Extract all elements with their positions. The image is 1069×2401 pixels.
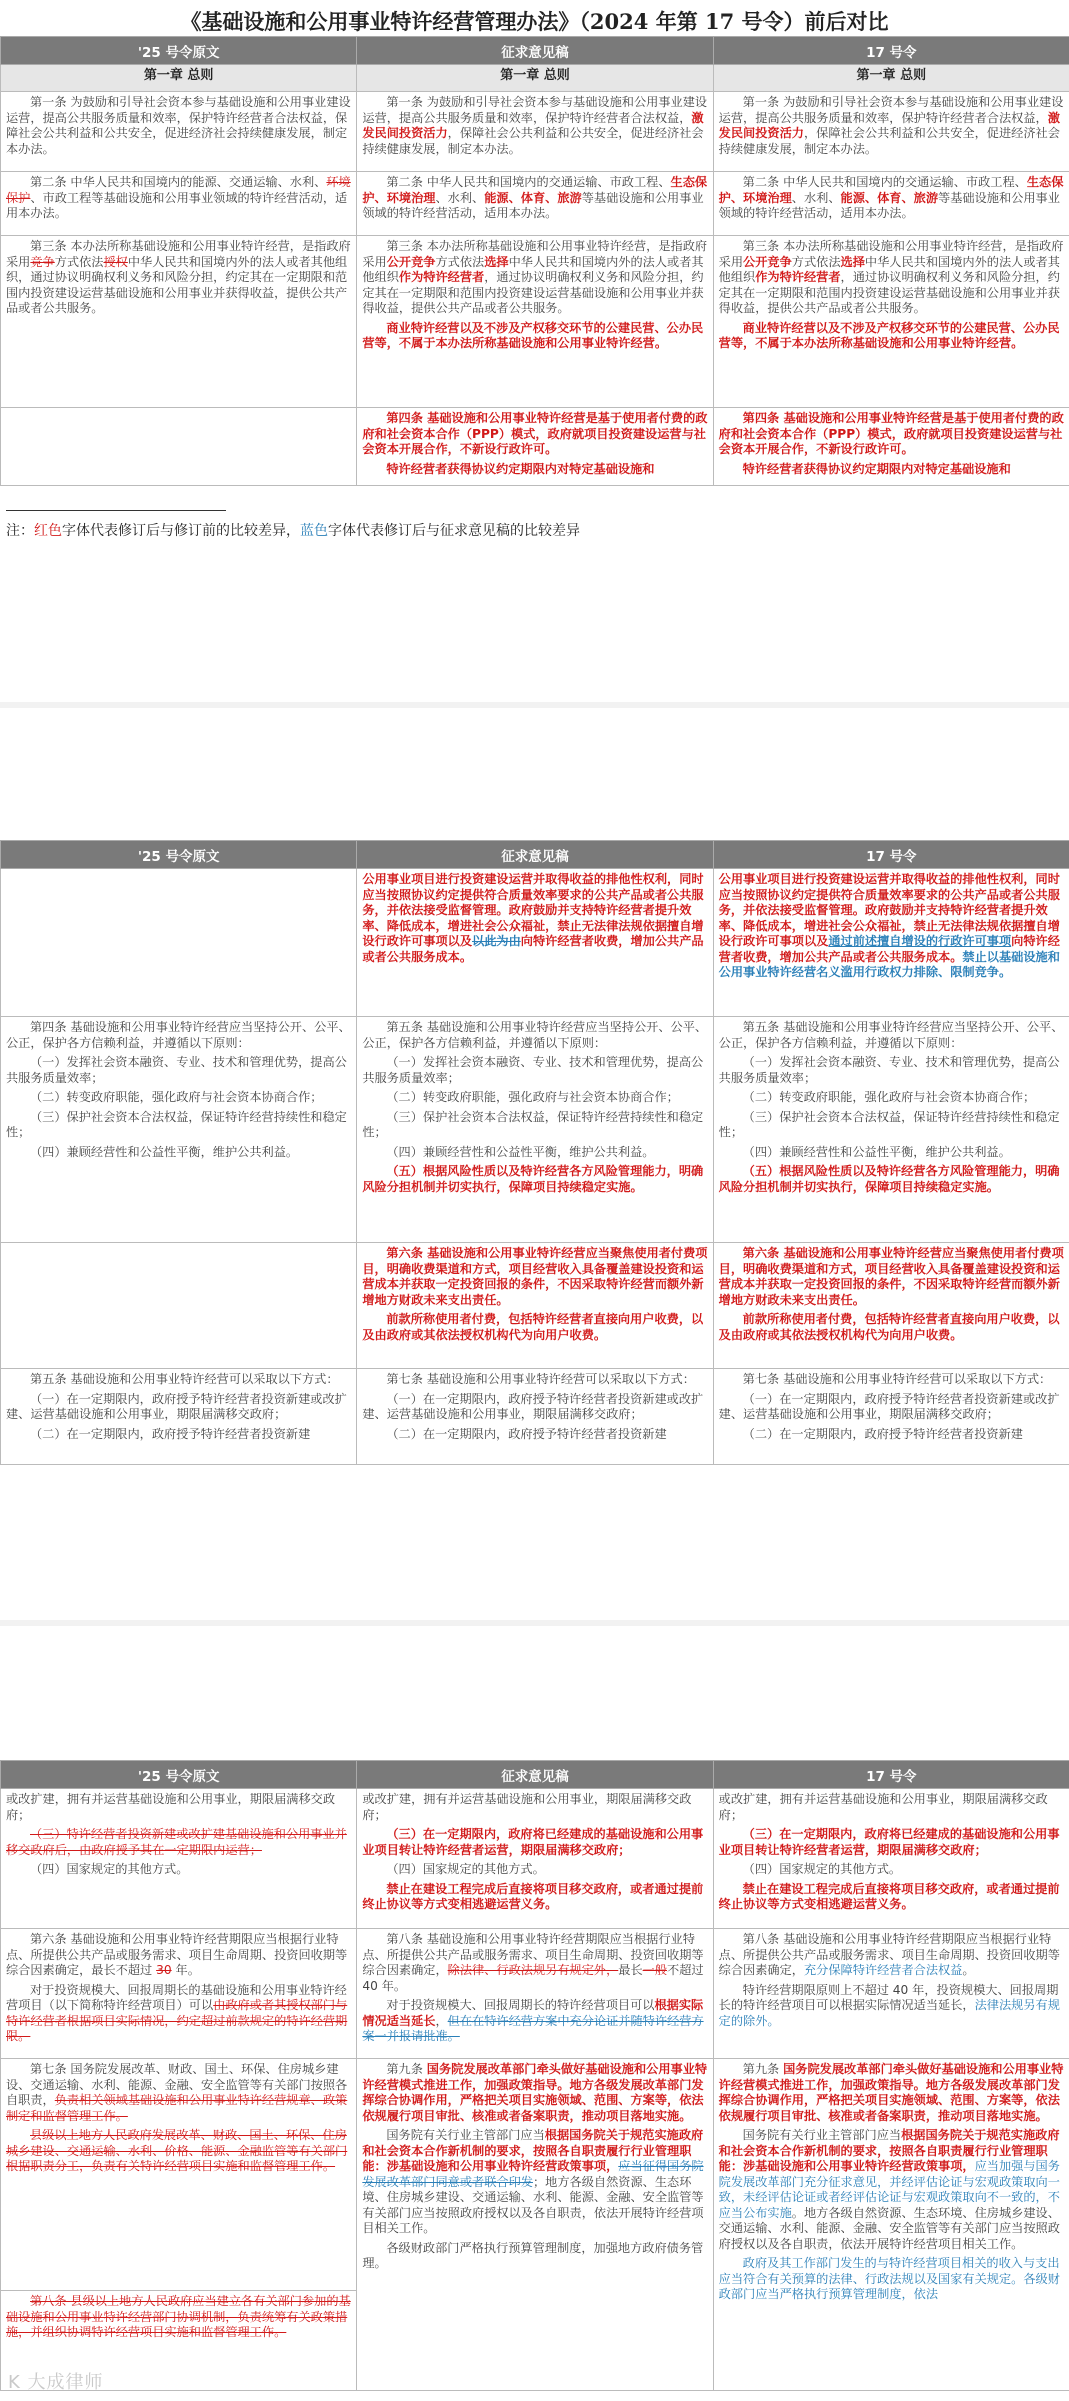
article-text: 第六条 基础设施和公用事业特许经营应当聚焦使用者付费项目，明确收费渠道和方式，项目经营收入具备覆盖建设投资和运营成本并获取一定投资回报的条件，不因采取特许经营而额外新增地方财政未来支出责任。 — [362, 1246, 708, 1307]
list-item: （四）兼顾经营性和公益性平衡，维护公共利益。 — [386, 1144, 655, 1159]
comparison-table-1 — [0, 36, 1069, 486]
chapter-title: 第一章 总则 — [713, 65, 1069, 92]
col-header-original: '25 号令原文 — [1, 37, 357, 65]
article-text: 对于投资规模大、回报周期长的基础设施和公用事业特许经营项目（以下简称特许经营项目）可以由政府或者其授权部门与特许经营者根据项目实际情况，约定超过前款规定的特许经营期限。 — [6, 1982, 348, 2043]
list-item: （四）国家规定的其他方式。 — [30, 1862, 189, 1876]
list-item: （三）保护社会资本合法权益，保证特许经营持续性和稳定性； — [6, 1109, 347, 1139]
cell-order17 — [713, 1369, 1069, 1465]
list-item: （三）保护社会资本合法权益，保证特许经营持续性和稳定性； — [362, 1109, 704, 1139]
article-text: 或改扩建，拥有并运营基础设施和公用事业，期限届满移交政府； — [6, 1792, 336, 1822]
article-text: 公用事业项目进行投资建设运营并取得收益的排他性权利，同时应当按照协议约定提供符合质量效率要求的公共产品或者公共服务，并依法接受监督管理。政府鼓励并支持特许经营者提升效率、降低成本，增进社会公众福祉，禁止无法律法规依据擅自增设行政许可事项以及以此为由向特许经营者收费，增加公共产品或者公共服务成本。 — [362, 872, 704, 964]
list-item: （一）在一定期限内，政府授予特许经营者投资新建或改扩建、运营基础设施和公用事业，期限届满移交政府； — [362, 1391, 704, 1421]
article-text: 第八条 基础设施和公用事业特许经营期限应当根据行业特点、所提供公共产品或服务需求、项目生命周期、投资回收期等综合因素确定，充分保障特许经营者合法权益。 — [718, 1932, 1060, 1977]
list-item: （一）发挥社会资本融资、专业、技术和管理优势，提高公共服务质量效率； — [362, 1055, 704, 1085]
article-text: 第九条 国务院发展改革部门牵头做好基础设施和公用事业特许经营模式推进工作，加强政策指导。地方各级发展改革部门发挥综合协调作用，严格把关项目实施领域、范围、方案等，依法依规履行项目审批、核准或者备案职责，推动项目落地实施。 — [718, 2062, 1064, 2123]
col-header-draft: 征求意见稿 — [357, 37, 713, 65]
list-item: （二）转变政府职能，强化政府与社会资本协商合作； — [742, 1090, 1036, 1104]
cell-order17 — [713, 1017, 1069, 1243]
cell-draft — [357, 1929, 713, 2059]
article-text: 第九条 国务院发展改革部门牵头做好基础设施和公用事业特许经营模式推进工作，加强政策指导。地方各级发展改革部门发挥综合协调作用，严格把关项目实施领域、范围、方案等，依法依规履行项目审批、核准或者备案职责，推动项目落地实施。 — [362, 2062, 708, 2123]
table-row — [1, 1929, 1069, 2059]
article-text: 前款所称使用者付费，包括特许经营者直接向用户收费，以及由政府或其依法授权机构代为向用户收费。 — [362, 1312, 704, 1342]
list-item: （三）特许经营者投资新建或改扩建基础设施和公用事业并移交政府后，由政府授予其在一定期限内运营； — [6, 1827, 347, 1857]
table-row — [1, 92, 1069, 172]
article-text: 对于投资规模大、回报周期长的特许经营项目可以根据实际情况适当延长，但在在特许经营方案中充分论证并随特许经营方案一并报请批准。 — [362, 1998, 704, 2043]
cell-order17 — [713, 408, 1069, 486]
table-row — [1, 1369, 1069, 1465]
cell-draft — [357, 236, 713, 408]
list-item: （四）兼顾经营性和公益性平衡，维护公共利益。 — [742, 1144, 1011, 1159]
article-text: 第二条 中华人民共和国境内的交通运输、市政工程、生态保护、环境治理、水利、能源、体育、旅游等基础设施和公用事业领域的特许经营活动，适用本办法。 — [362, 175, 708, 220]
col-header-draft: 征求意见稿 — [357, 841, 713, 869]
article-text: 第七条 国务院发展改革、财政、国土、环保、住房城乡建设、交通运输、水利、能源、金融、安全监管等有关部门按照各自职责，负责相关领域基础设施和公用事业特许经营规章、政策制定和监督管理工作。 — [6, 2062, 348, 2123]
article-text: 政府及其工作部门发生的与特许经营项目相关的收入与支出应当符合有关预算的法律、行政法规以及国家有关规定。各级财政部门应当严格执行预算管理制度，依法 — [718, 2256, 1060, 2301]
article-text: 国务院有关行业主管部门应当根据国务院关于规范实施政府和社会资本合作新机制的要求，按照各自职责履行行业管理职能：涉基础设施和公用事业特许经营政策事项，应当征得国务院发展改革部门同意或者联合印发；地方各级自然资源、生态环境、住房城乡建设、交通运输、水利、能源、金融、安全监管等有关部门应当按照政府授权以及各自职责，依法开展特许经营项目相关工作。 — [362, 2128, 704, 2235]
cell-original — [1, 2059, 357, 2291]
article-text: 第三条 本办法所称基础设施和公用事业特许经营，是指政府采用竞争方式依法授权中华人民共和国境内外的法人或者其他组织，通过协议明确权利义务和风险分担，约定其在一定期限和范围内投资建设运营基础设施和公用事业并获得收益，提供公共产品或者公共服务。 — [6, 239, 351, 315]
article-text: 或改扩建，拥有并运营基础设施和公用事业，期限届满移交政府； — [362, 1792, 692, 1822]
cell-order17 — [713, 92, 1069, 172]
cell-draft — [357, 408, 713, 486]
chapter-title: 第一章 总则 — [1, 65, 357, 92]
list-item: （一）在一定期限内，政府授予特许经营者投资新建或改扩建、运营基础设施和公用事业，期限届满移交政府； — [718, 1391, 1060, 1421]
article-text: 第八条 县级以上地方人民政府应当建立各有关部门参加的基础设施和公用事业特许经营部门协调机制，负责统筹有关政策措施，并组织协调特许经营项目实施和监督管理工作。 — [6, 2294, 351, 2339]
cell-draft — [357, 2059, 713, 2391]
cell-order17 — [713, 172, 1069, 236]
page-1 — [0, 0, 1069, 610]
cell-original — [1, 236, 357, 408]
article-text: 第二条 中华人民共和国境内的交通运输、市政工程、生态保护、环境治理、水利、能源、体育、旅游等基础设施和公用事业领域的特许经营活动，适用本办法。 — [718, 175, 1064, 220]
table-row — [1, 408, 1069, 486]
article-text: 第五条 基础设施和公用事业特许经营可以采取以下方式： — [30, 1372, 339, 1386]
cell-original — [1, 1789, 357, 1929]
list-item: （四）兼顾经营性和公益性平衡，维护公共利益。 — [30, 1144, 299, 1159]
cell-draft — [357, 1789, 713, 1929]
list-item: （三）在一定期限内，政府将已经建成的基础设施和公用事业项目转让特许经营者运营，期限届满移交政府； — [362, 1827, 704, 1857]
table-row — [1, 236, 1069, 408]
article-text: 第八条 基础设施和公用事业特许经营期限应当根据行业特点、所提供公共产品或服务需求、项目生命周期、投资回收期等综合因素确定，除法律、行政法规另有规定外，最长一般不超过 40 年。 — [362, 1932, 704, 1993]
cell-draft — [357, 92, 713, 172]
cell-original — [1, 869, 357, 1017]
header-row — [1, 841, 1069, 869]
col-header-order17: 17 号令 — [713, 841, 1069, 869]
footnote-divider — [6, 510, 226, 511]
list-item: （一）在一定期限内，政府授予特许经营者投资新建或改扩建、运营基础设施和公用事业，期限届满移交政府； — [6, 1391, 347, 1421]
table-row — [1, 1789, 1069, 1929]
table-row — [1, 1017, 1069, 1243]
article-text: 第四条 基础设施和公用事业特许经营是基于使用者付费的政府和社会资本合作（PPP）模式，政府就项目投资建设运营与社会资本开展合作，不新设行政许可。 — [362, 411, 708, 456]
article-text: 第一条 为鼓励和引导社会资本参与基础设施和公用事业建设运营，提高公共服务质量和效率，保护特许经营者合法权益，激发民间投资活力，保障社会公共利益和公共安全，促进经济社会持续健康发展，制定本办法。 — [362, 95, 708, 156]
list-item: （五）根据风险性质以及特许经营各方风险管理能力，明确风险分担机制并切实执行，保障项目持续稳定实施。 — [718, 1164, 1060, 1194]
article-text: 前款所称使用者付费，包括特许经营者直接向用户收费，以及由政府或其依法授权机构代为向用户收费。 — [718, 1312, 1060, 1342]
article-text: 特许经营者获得协议约定期限内对特定基础设施和 — [742, 461, 1011, 476]
article-text: 第七条 基础设施和公用事业特许经营可以采取以下方式： — [742, 1372, 1052, 1386]
header-row — [1, 1761, 1069, 1789]
article-text: 禁止在建设工程完成后直接将项目移交政府，或者通过提前终止协议等方式变相逃避运营义务。 — [718, 1881, 1060, 1911]
article-text: 各级财政部门严格执行预算管理制度，加强地方政府债务管理。 — [362, 2240, 704, 2270]
cell-draft — [357, 1369, 713, 1465]
page-separator — [0, 702, 1069, 708]
footnote: 注：红色字体代表修订后与修订前的比较差异，蓝色字体代表修订后与征求意见稿的比较差异 — [6, 523, 580, 539]
cell-draft — [357, 172, 713, 236]
cell-original — [1, 408, 357, 486]
cell-original — [1, 172, 357, 236]
article-text: 第三条 本办法所称基础设施和公用事业特许经营，是指政府采用公开竞争方式依法选择中华人民共和国境内外的法人或者其他组织作为特许经营者，通过协议明确权利义务和风险分担，约定其在一定期限和范围内投资建设运营基础设施和公用事业并获得收益，提供公共产品或者公共服务。 — [362, 239, 708, 315]
article-text: 第五条 基础设施和公用事业特许经营应当坚持公开、公平、公正，保护各方信赖利益，并遵循以下原则： — [362, 1020, 708, 1050]
cell-original — [1, 1017, 357, 1243]
article-text: 或改扩建，拥有并运营基础设施和公用事业，期限届满移交政府； — [718, 1792, 1048, 1822]
article-text: 公用事业项目进行投资建设运营并取得收益的排他性权利，同时应当按照协议约定提供符合质量效率要求的公共产品或者公共服务，并依法接受监督管理。政府鼓励并支持特许经营者提升效率、降低成本，增进社会公众福祉，禁止无法律法规依据擅自增设行政许可事项以及通过前述擅自增设的行政许可事项向特许经营者收费，增加公共产品或者公共服务成本。禁止以基础设施和公用事业特许经营名义滥用行政权力排除、限制竞争。 — [718, 872, 1060, 979]
comparison-table-2 — [0, 840, 1069, 1465]
watermark-logo: K 大成律师 — [8, 2372, 104, 2393]
cell-original — [1, 1243, 357, 1369]
list-item: （四）国家规定的其他方式。 — [742, 1862, 902, 1876]
col-header-order17: 17 号令 — [713, 1761, 1069, 1789]
list-item: （四）国家规定的其他方式。 — [386, 1862, 545, 1876]
article-text: 第一条 为鼓励和引导社会资本参与基础设施和公用事业建设运营，提高公共服务质量和效率，保护特许经营者合法权益，保障社会公共利益和公共安全，促进经济社会持续健康发展，制定本办法。 — [6, 95, 351, 156]
article-text: 商业特许经营以及不涉及产权移交环节的公建民营、公办民营等，不属于本办法所称基础设施和公用事业特许经营。 — [362, 320, 704, 350]
article-text: 第七条 基础设施和公用事业特许经营可以采取以下方式： — [386, 1372, 695, 1386]
page-3 — [0, 1760, 1069, 2401]
article-text: 第五条 基础设施和公用事业特许经营应当坚持公开、公平、公正，保护各方信赖利益，并遵循以下原则： — [718, 1020, 1064, 1050]
table-row — [1, 1243, 1069, 1369]
article-text: 国务院有关行业主管部门应当根据国务院关于规范实施政府和社会资本合作新机制的要求，按照各自职责履行行业管理职能：涉基础设施和公用事业特许经营政策事项，应当加强与国务院发展改革部门充分征求意见，并经评估论证与宏观政策取向一致，未经评估论证或者经评估论证与宏观政策取向不一致的，不应当公布实施。地方各级自然资源、生态环境、住房城乡建设、交通运输、水利、能源、金融、安全监管等有关部门应当按照政府授权以及各自职责，依法开展特许经营项目相关工作。 — [718, 2128, 1060, 2251]
col-header-order17: 17 号令 — [713, 37, 1069, 65]
cell-order17 — [713, 2059, 1069, 2391]
table-row — [1, 2059, 1069, 2291]
article-text: 特许经营者获得协议约定期限内对特定基础设施和 — [386, 461, 655, 476]
chapter-row — [1, 65, 1069, 92]
list-item: （三）在一定期限内，政府将已经建成的基础设施和公用事业项目转让特许经营者运营，期限届满移交政府； — [718, 1827, 1060, 1857]
article-text: 第四条 基础设施和公用事业特许经营应当坚持公开、公平、公正，保护各方信赖利益，并遵循以下原则： — [6, 1020, 351, 1050]
table-row — [1, 172, 1069, 236]
article-text: 第六条 基础设施和公用事业特许经营应当聚焦使用者付费项目，明确收费渠道和方式，项目经营收入具备覆盖建设投资和运营成本并获取一定投资回报的条件，不因采取特许经营而额外新增地方财政未来支出责任。 — [718, 1246, 1064, 1307]
cell-draft — [357, 1017, 713, 1243]
article-text: 商业特许经营以及不涉及产权移交环节的公建民营、公办民营等，不属于本办法所称基础设施和公用事业特许经营。 — [718, 320, 1060, 350]
article-text: 县级以上地方人民政府发展改革、财政、国土、环保、住房城乡建设、交通运输、水利、价格、能源、金融监管等有关部门根据职责分工，负责有关特许经营项目实施和监督管理工作。 — [6, 2128, 348, 2173]
col-header-draft: 征求意见稿 — [357, 1761, 713, 1789]
cell-order17 — [713, 1929, 1069, 2059]
document-title: 《基础设施和公用事业特许经营管理办法》（2024 年第 17 号令）前后对比 — [180, 9, 889, 34]
cell-order17 — [713, 1243, 1069, 1369]
cell-draft — [357, 1243, 713, 1369]
table-row — [1, 869, 1069, 1017]
cell-original — [1, 1929, 357, 2059]
article-text: 第四条 基础设施和公用事业特许经营是基于使用者付费的政府和社会资本合作（PPP）模式，政府就项目投资建设运营与社会资本开展合作，不新设行政许可。 — [718, 411, 1064, 456]
cell-order17 — [713, 236, 1069, 408]
col-header-original: '25 号令原文 — [1, 1761, 357, 1789]
cell-original — [1, 92, 357, 172]
comparison-table-3 — [0, 1760, 1069, 2391]
list-item: （二）在一定期限内，政府授予特许经营者投资新建 — [742, 1426, 1023, 1441]
page-2 — [0, 840, 1069, 1490]
article-text: 第二条 中华人民共和国境内的能源、交通运输、水利、环境保护、市政工程等基础设施和公用事业领域的特许经营活动，适用本办法。 — [6, 175, 351, 220]
header-row — [1, 37, 1069, 65]
article-text: 禁止在建设工程完成后直接将项目移交政府，或者通过提前终止协议等方式变相逃避运营义务。 — [362, 1881, 704, 1911]
cell-draft — [357, 869, 713, 1017]
article-text: 第六条 基础设施和公用事业特许经营期限应当根据行业特点、所提供公共产品或服务需求、项目生命周期、投资回收期等综合因素确定，最长不超过 30 年。 — [6, 1932, 348, 1977]
page-separator — [0, 1620, 1069, 1626]
col-header-original: '25 号令原文 — [1, 841, 357, 869]
list-item: （二）在一定期限内，政府授予特许经营者投资新建 — [30, 1426, 311, 1441]
list-item: （二）转变政府职能，强化政府与社会资本协商合作； — [386, 1090, 679, 1104]
cell-original — [1, 1369, 357, 1465]
list-item: （二）转变政府职能，强化政府与社会资本协商合作； — [30, 1090, 323, 1104]
list-item: （三）保护社会资本合法权益，保证特许经营持续性和稳定性； — [718, 1109, 1060, 1139]
cell-order17 — [713, 869, 1069, 1017]
list-item: （五）根据风险性质以及特许经营各方风险管理能力，明确风险分担机制并切实执行，保障项目持续稳定实施。 — [362, 1164, 704, 1194]
article-text: 第一条 为鼓励和引导社会资本参与基础设施和公用事业建设运营，提高公共服务质量和效率，保护特许经营者合法权益，激发民间投资活力，保障社会公共利益和公共安全，促进经济社会持续健康发展，制定本办法。 — [718, 95, 1064, 156]
list-item: （一）发挥社会资本融资、专业、技术和管理优势，提高公共服务质量效率； — [718, 1055, 1060, 1085]
article-text: 第三条 本办法所称基础设施和公用事业特许经营，是指政府采用公开竞争方式依法选择中华人民共和国境内外的法人或者其他组织作为特许经营者，通过协议明确权利义务和风险分担，约定其在一定期限和范围内投资建设运营基础设施和公用事业并获得收益，提供公共产品或者公共服务。 — [718, 239, 1064, 315]
list-item: （二）在一定期限内，政府授予特许经营者投资新建 — [386, 1426, 667, 1441]
article-text: 特许经营期限原则上不超过 40 年，投资规模大、回报周期长的特许经营项目可以根据实际情况适当延长，法律法规另有规定的除外。 — [718, 1982, 1060, 2028]
list-item: （一）发挥社会资本融资、专业、技术和管理优势，提高公共服务质量效率； — [6, 1055, 347, 1085]
chapter-title: 第一章 总则 — [357, 65, 713, 92]
cell-order17 — [713, 1789, 1069, 1929]
